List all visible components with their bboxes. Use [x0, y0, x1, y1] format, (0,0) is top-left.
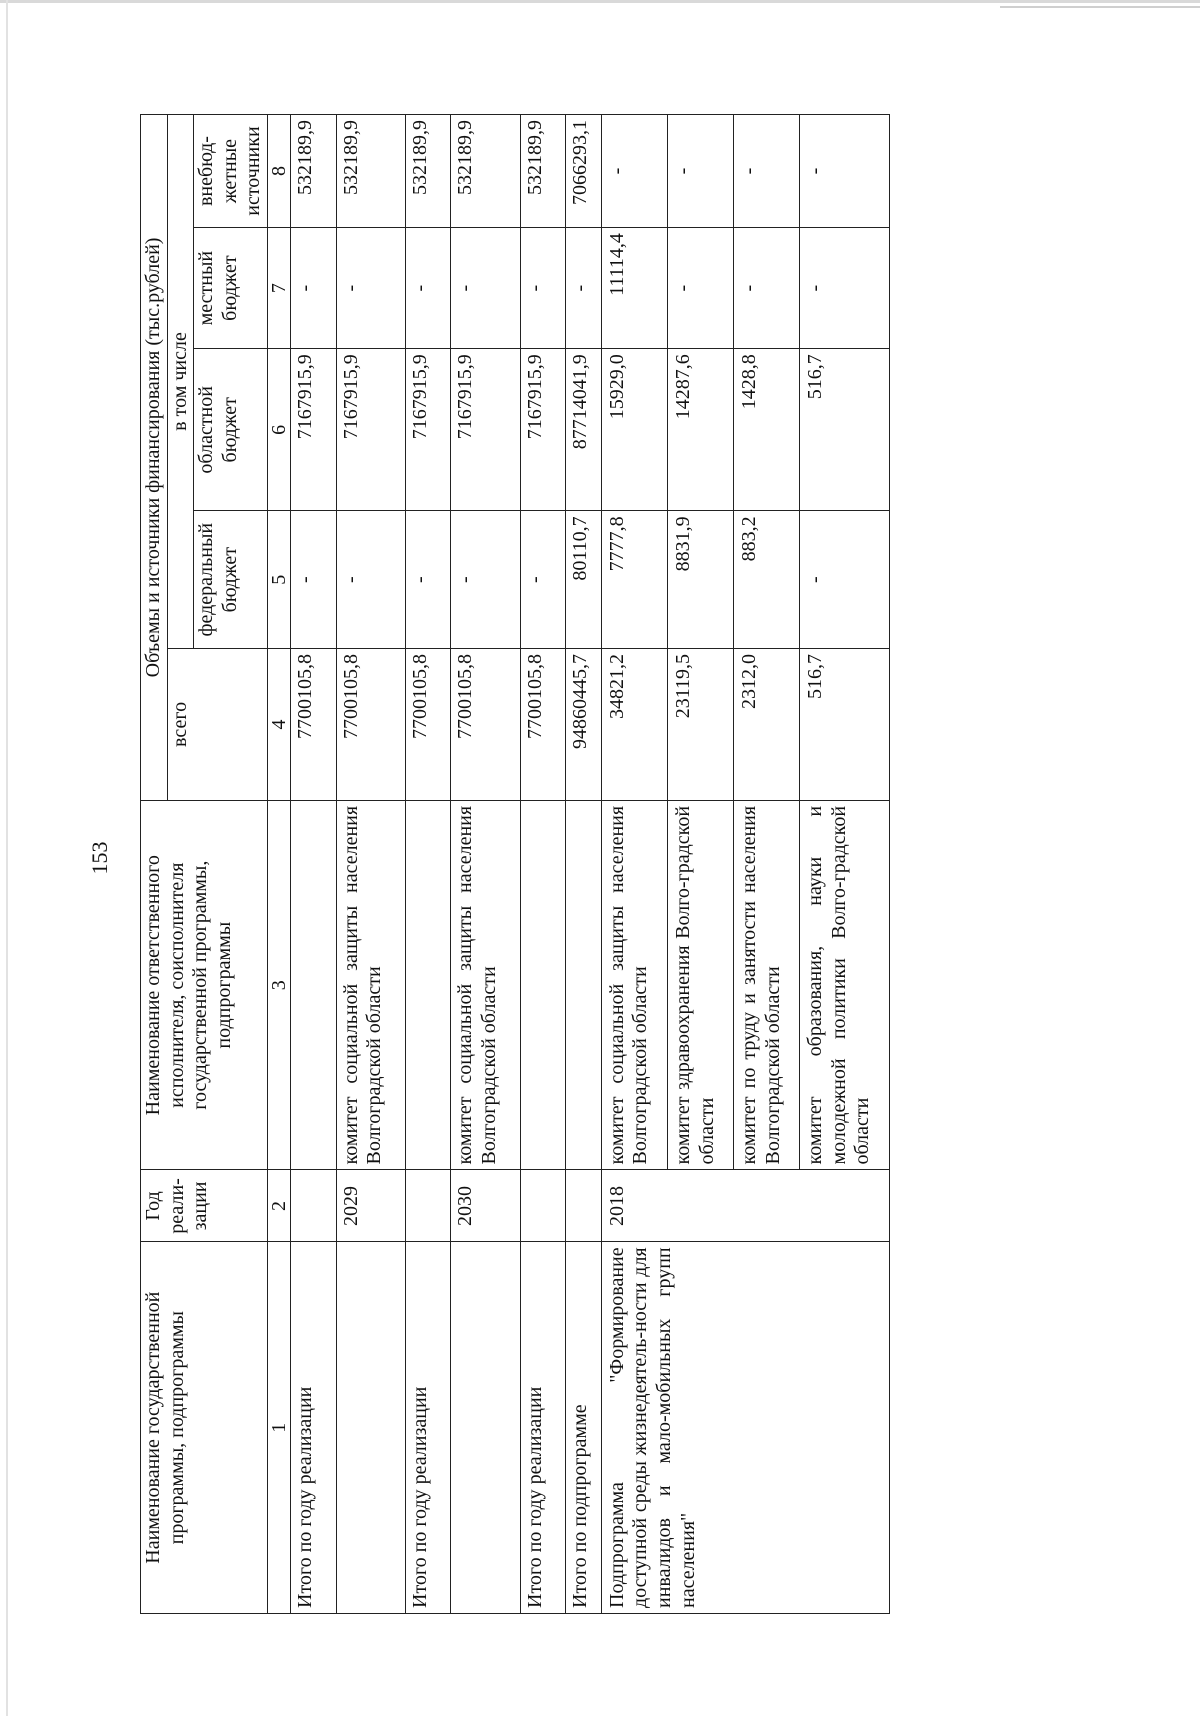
index-5: 5: [267, 511, 290, 649]
index-4: 4: [267, 648, 290, 800]
row-executor: [520, 800, 566, 1170]
row-name: Итого по году реализации: [520, 1242, 566, 1614]
subprogram-federal: 883,2: [734, 511, 800, 649]
subprogram-federal: 7777,8: [601, 511, 667, 649]
row-regional: 7167915,9: [520, 349, 566, 511]
row-total: 7700105,8: [451, 648, 520, 800]
row-extra: 532189,9: [451, 115, 520, 228]
subprogram-local: -: [734, 228, 800, 349]
row-extra: 532189,9: [405, 115, 451, 228]
subprogram-extra: -: [734, 115, 800, 228]
index-7: 7: [267, 228, 290, 349]
subprogram-regional: 15929,0: [601, 349, 667, 511]
row-federal: -: [290, 511, 336, 649]
row-local: -: [405, 228, 451, 349]
header-finance-group: Объемы и источники финансирования (тыс.рублей): [141, 115, 168, 801]
subprogram-total: 23119,5: [667, 648, 733, 800]
page-number: 153: [87, 841, 112, 875]
row-name: Итого по году реализации: [290, 1242, 336, 1614]
header-regional: областной бюджет: [194, 349, 268, 511]
table-header: [141, 115, 291, 1614]
subprogram-regional: 516,7: [800, 349, 890, 511]
row-total: 7700105,8: [336, 648, 405, 800]
subprogram-executor: комитет по труду и занятости населения Волгоградской области: [734, 800, 800, 1170]
subprogram-executor: комитет образования, науки и молодежной политики Волго-градской области: [800, 800, 890, 1170]
row-year: [520, 1170, 566, 1242]
header-total: всего: [167, 648, 267, 800]
subprogram-local: -: [667, 228, 733, 349]
index-8: 8: [267, 115, 290, 228]
row-local: -: [290, 228, 336, 349]
subprogram-total: 2312,0: [734, 648, 800, 800]
rotated-table-wrapper: [140, 114, 1020, 1614]
index-6: 6: [267, 349, 290, 511]
row-name: Итого по году реализации: [405, 1242, 451, 1614]
subprogram-extra: -: [800, 115, 890, 228]
header-including: в том числе: [167, 115, 194, 649]
header-year: Год реали-зации: [141, 1170, 268, 1242]
financing-table: [140, 114, 890, 1614]
row-executor: [290, 800, 336, 1170]
subprogram-federal: -: [800, 511, 890, 649]
row-executor: [566, 800, 602, 1170]
row-extra: 7066293,1: [566, 115, 602, 228]
row-total: 7700105,8: [405, 648, 451, 800]
row-federal: -: [520, 511, 566, 649]
row-year: [566, 1170, 602, 1242]
row-name: Итого по подпрограмме: [566, 1242, 602, 1614]
subprogram-year: 2018: [601, 1170, 889, 1242]
row-regional: 7167915,9: [336, 349, 405, 511]
header-executor: Наименование ответственного исполнителя, соисполнителя государственной программы, подпрограммы: [141, 800, 268, 1170]
row-local: -: [336, 228, 405, 349]
row-local: -: [520, 228, 566, 349]
header-index-row: [267, 115, 290, 1614]
subprogram-name: Подпрограмма "Формирование доступной среды жизнедеятель-ности для инвалидов и мало-мобильных групп населения": [601, 1242, 889, 1614]
row-federal: -: [451, 511, 520, 649]
scan-edge-top: [0, 0, 1200, 3]
row-federal: 80110,7: [566, 511, 602, 649]
subprogram-local: 11114,4: [601, 228, 667, 349]
row-regional: 7167915,9: [290, 349, 336, 511]
subprogram-row: [601, 115, 667, 1614]
row-regional: 87714041,9: [566, 349, 602, 511]
subprogram-total: 34821,2: [601, 648, 667, 800]
table-row: [290, 115, 336, 1614]
subprogram-federal: 8831,9: [667, 511, 733, 649]
table-row: [405, 115, 451, 1614]
row-year: 2029: [336, 1170, 405, 1242]
index-3: 3: [267, 800, 290, 1170]
subprogram-regional: 14287,6: [667, 349, 733, 511]
row-regional: 7167915,9: [451, 349, 520, 511]
subprogram-total: 516,7: [800, 648, 890, 800]
row-federal: -: [336, 511, 405, 649]
header-local: местный бюджет: [194, 228, 268, 349]
index-1: 1: [267, 1242, 290, 1614]
row-year: [290, 1170, 336, 1242]
row-extra: 532189,9: [290, 115, 336, 228]
table-row: [520, 115, 566, 1614]
table-body: [290, 115, 889, 1614]
scan-edge-left: [6, 0, 8, 1716]
row-name: [451, 1242, 520, 1614]
subprogram-executor: комитет социальной защиты населения Волгоградской области: [601, 800, 667, 1170]
row-extra: 532189,9: [336, 115, 405, 228]
row-executor: [405, 800, 451, 1170]
header-federal: федеральный бюджет: [194, 511, 268, 649]
row-extra: 532189,9: [520, 115, 566, 228]
row-name: [336, 1242, 405, 1614]
table-row: [566, 115, 602, 1614]
row-total: 7700105,8: [520, 648, 566, 800]
subprogram-extra: -: [601, 115, 667, 228]
row-executor: комитет социальной защиты населения Волгоградской области: [451, 800, 520, 1170]
row-executor: комитет социальной защиты населения Волгоградской области: [336, 800, 405, 1170]
row-year: [405, 1170, 451, 1242]
row-local: -: [451, 228, 520, 349]
index-2: 2: [267, 1170, 290, 1242]
scan-edge-top-right: [1000, 6, 1200, 8]
row-total: 94860445,7: [566, 648, 602, 800]
row-local: -: [566, 228, 602, 349]
row-total: 7700105,8: [290, 648, 336, 800]
row-year: 2030: [451, 1170, 520, 1242]
subprogram-executor: комитет здравоохранения Волго-градской области: [667, 800, 733, 1170]
table-row: [336, 115, 405, 1614]
header-program-name: Наименование государственной программы, подпрограммы: [141, 1242, 268, 1614]
subprogram-extra: -: [667, 115, 733, 228]
subprogram-regional: 1428,8: [734, 349, 800, 511]
header-extra: внебюд-жетные источники: [194, 115, 268, 228]
row-regional: 7167915,9: [405, 349, 451, 511]
table-row: [451, 115, 520, 1614]
row-federal: -: [405, 511, 451, 649]
subprogram-local: -: [800, 228, 890, 349]
